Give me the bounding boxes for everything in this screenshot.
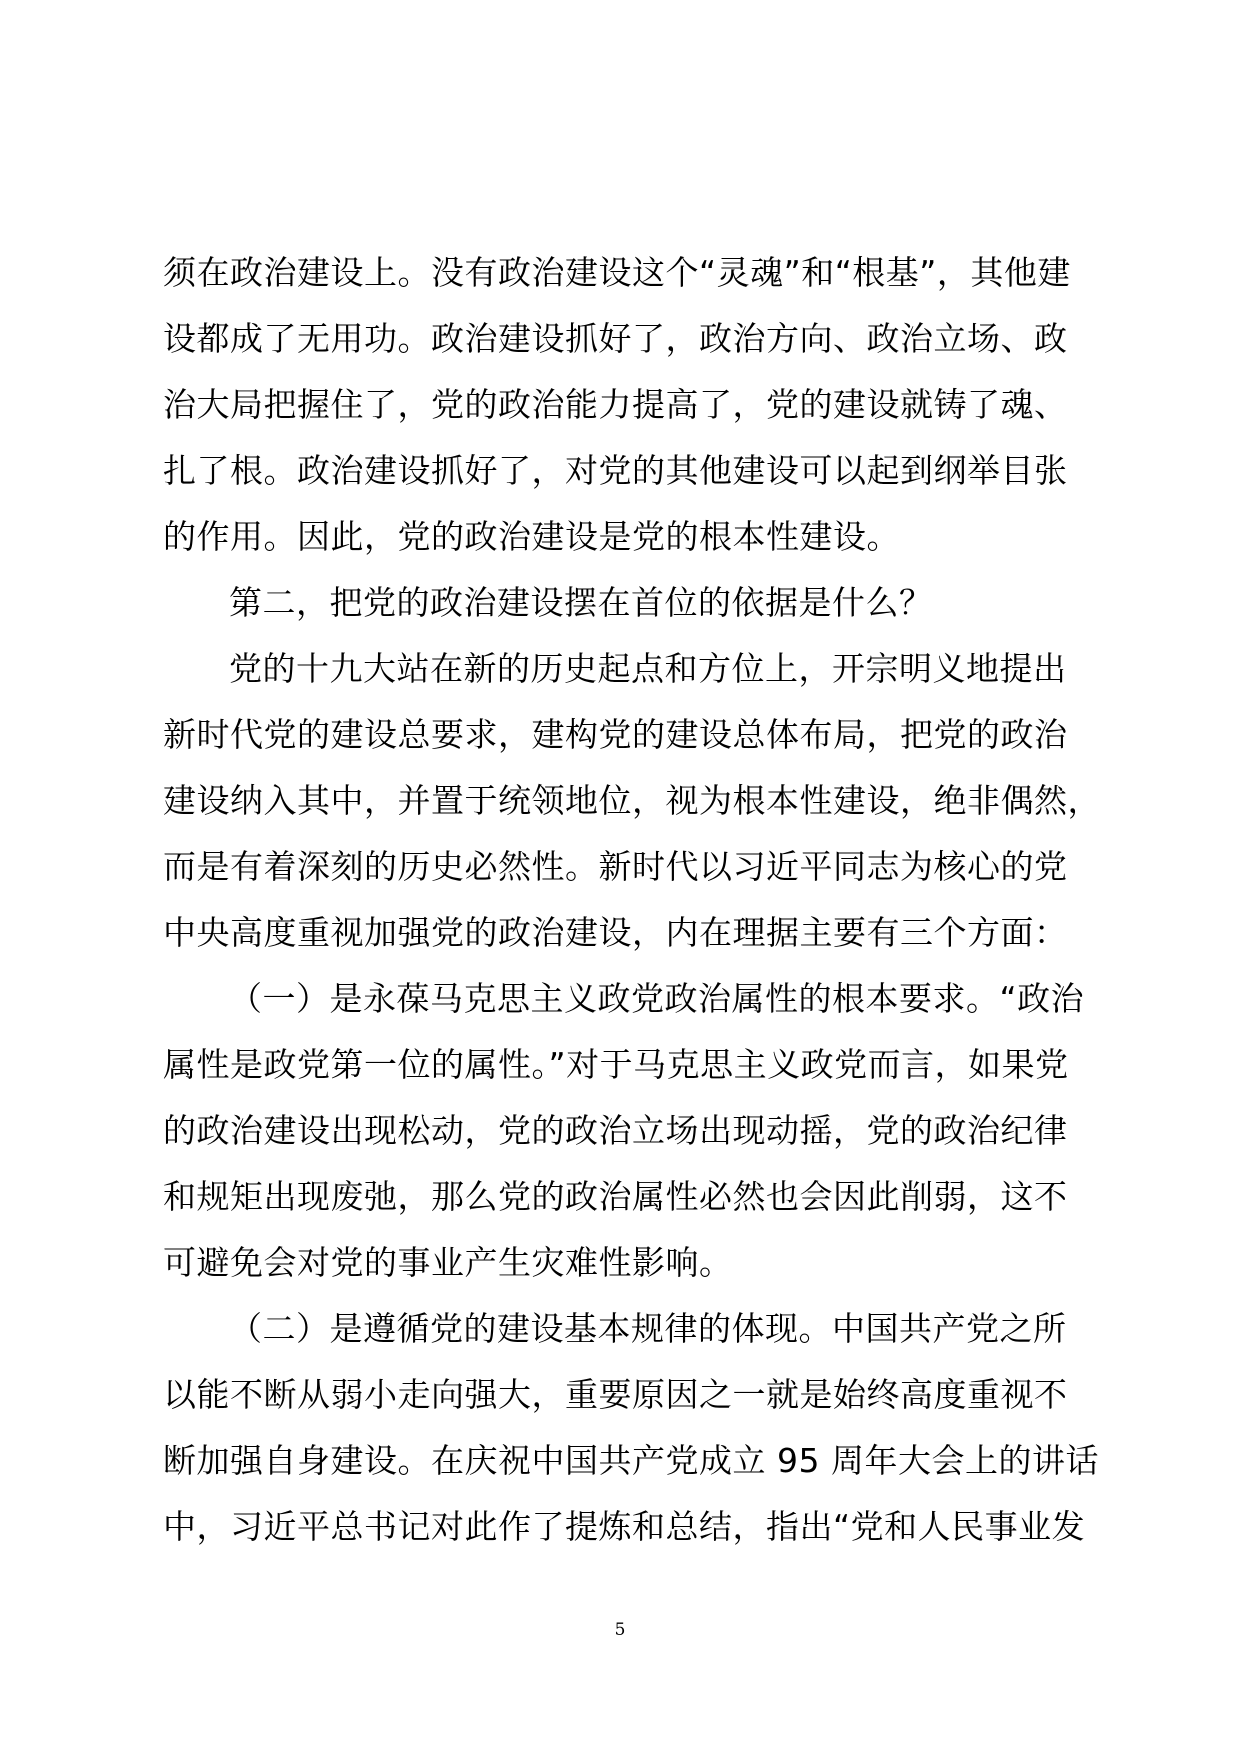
text-line: 扎了根。政治建设抓好了，对党的其他建设可以起到纲举目张 xyxy=(163,451,1068,490)
paragraph-start: 党的十九大站在新的历史起点和方位上，开宗明义地提出 xyxy=(229,649,1067,688)
text-line: 的政治建设出现松动，党的政治立场出现动摇，党的政治纪律 xyxy=(163,1111,1068,1150)
text-line: 新时代党的建设总要求，建构党的建设总体布局，把党的政治 xyxy=(163,715,1068,754)
text-line: 治大局把握住了，党的政治能力提高了，党的建设就铸了魂、 xyxy=(163,385,1068,424)
point-one-start: （一）是永葆马克思主义政党政治属性的根本要求。“政治 xyxy=(229,979,1085,1018)
text-line: 中央高度重视加强党的政治建设，内在理据主要有三个方面： xyxy=(163,913,1068,952)
text-line: 建设纳入其中，并置于统领地位，视为根本性建设，绝非偶然， xyxy=(163,781,1101,820)
point-two-start: （二）是遵循党的建设基本规律的体现。中国共产党之所 xyxy=(229,1309,1067,1348)
text-line: 须在政治建设上。没有政治建设这个“灵魂”和“根基”，其他建 xyxy=(163,253,1071,292)
page-number: 5 xyxy=(614,1620,626,1640)
text-line: 可避免会对党的事业产生灾难性影响。 xyxy=(163,1243,733,1282)
body-text xyxy=(163,240,1101,1560)
text-line: 的作用。因此，党的政治建设是党的根本性建设。 xyxy=(163,517,900,556)
text-line: 中，习近平总书记对此作了提炼和总结，指出“党和人民事业发 xyxy=(163,1507,1086,1546)
text-line: 属性是政党第一位的属性。”对于马克思主义政党而言，如果党 xyxy=(163,1045,1069,1084)
text-line: 断加强自身建设。在庆祝中国共产党成立 95 周年大会上的讲话 xyxy=(163,1441,1099,1480)
text-line: 以能不断从弱小走向强大，重要原因之一就是始终高度重视不 xyxy=(163,1375,1068,1414)
text-line: 而是有着深刻的历史必然性。新时代以习近平同志为核心的党 xyxy=(163,847,1068,886)
question-heading: 第二，把党的政治建设摆在首位的依据是什么？ xyxy=(229,583,933,622)
text-line: 设都成了无用功。政治建设抓好了，政治方向、政治立场、政 xyxy=(163,319,1068,358)
text-line: 和规矩出现废弛，那么党的政治属性必然也会因此削弱，这不 xyxy=(163,1177,1068,1216)
